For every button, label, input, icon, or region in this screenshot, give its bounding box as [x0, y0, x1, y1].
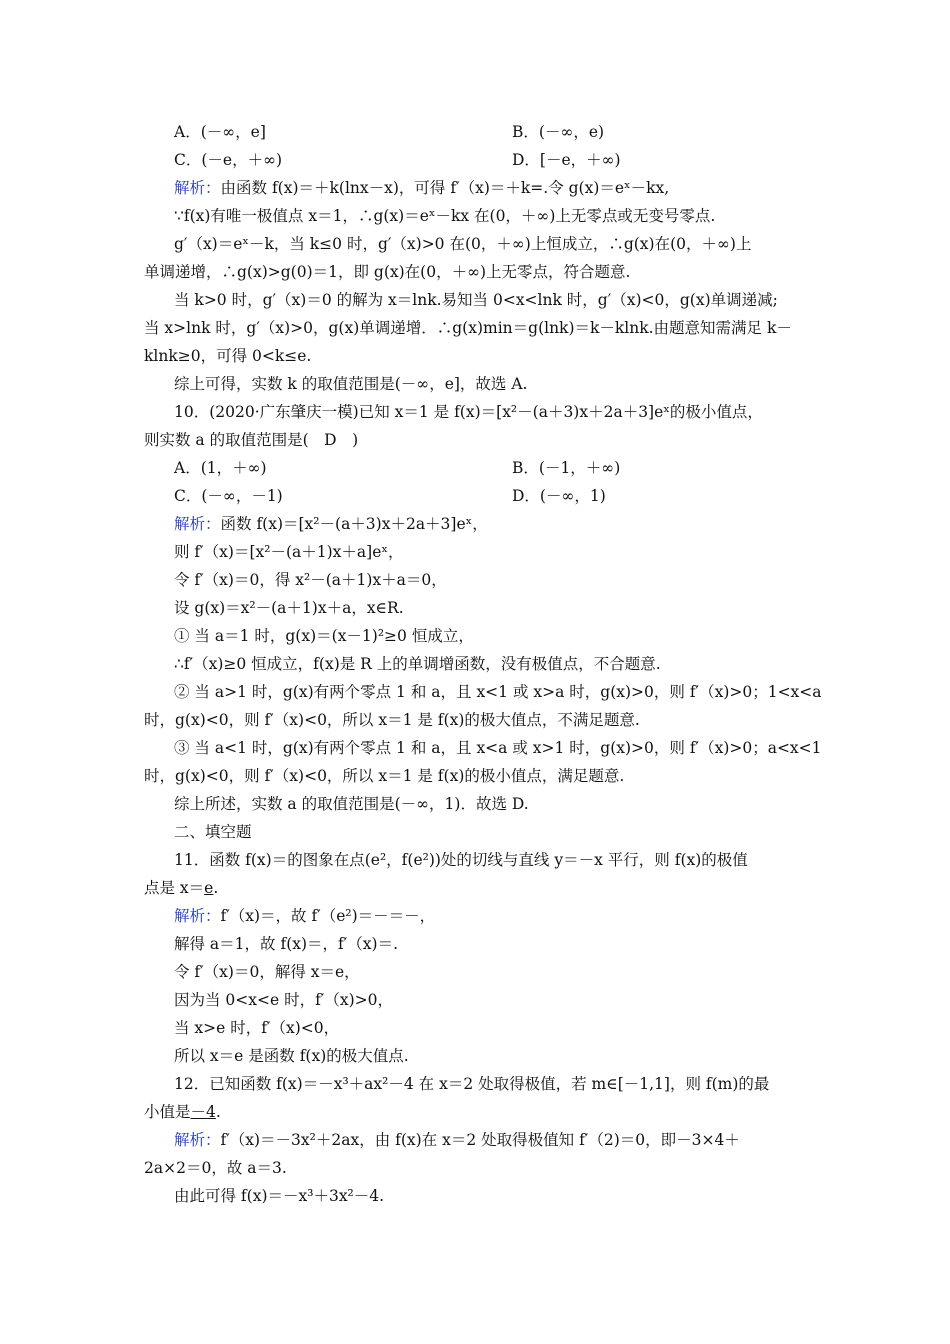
- text-line: ∵f(x)有唯一极值点 x＝1，∴g(x)＝eˣ－kx 在(0，＋∞)上无零点或无变号零点.: [174, 207, 716, 225]
- text-line: 解得 a＝1，故 f(x)＝，f′（x)＝.: [174, 935, 399, 953]
- question-12-answer: 小值是－4.: [144, 1103, 221, 1121]
- text-line: 当 x>e 时，f′（x)<0，: [174, 1019, 340, 1037]
- solution-line: 解析：由函数 f(x)＝＋k(lnx－x)，可得 f′（x)＝＋k=.令 g(x)＝eˣ－kx,: [174, 179, 670, 197]
- answer-blank: e: [204, 879, 214, 897]
- solution-line: 解析：f′（x)＝，故 f′（e²)＝－＝－，: [174, 907, 436, 925]
- answer-blank: －4: [190, 1103, 216, 1121]
- text-line: 所以 x＝e 是函数 f(x)的极大值点.: [174, 1047, 409, 1065]
- text-line: 因为当 0<x<e 时，f′（x)>0，: [174, 991, 393, 1009]
- text-line: 令 f′（x)＝0，解得 x＝e，: [174, 963, 360, 981]
- solution-label: 解析：: [174, 515, 221, 533]
- text-line: 设 g(x)＝x²－(a＋1)x＋a，x∈R.: [174, 599, 404, 617]
- solution-label: 解析：: [174, 179, 221, 197]
- section-heading: 二、填空题: [174, 823, 252, 841]
- text-line: g′（x)＝eˣ－k，当 k≤0 时，g′（x)>0 在(0，＋∞)上恒成立，∴g(x)在(0，＋∞)上: [174, 235, 752, 253]
- question-10-cont: 则实数 a 的取值范围是( D ): [144, 431, 359, 449]
- option-d: D．(－∞，1): [512, 487, 606, 505]
- option-a: A．(1，＋∞): [174, 459, 267, 477]
- text-line: ② 当 a>1 时，g(x)有两个零点 1 和 a，且 x<1 或 x>a 时，g(x)>0，则 f′（x)>0；1<x<a: [174, 683, 822, 701]
- text-line: ① 当 a＝1 时，g(x)＝(x－1)²≥0 恒成立，: [174, 627, 474, 645]
- text-line: 当 x>lnk 时，g′（x)>0，g(x)单调递增．∴g(x)min＝g(lnk)＝k－klnk.由题意知需满足 k－: [144, 319, 792, 337]
- text-line: 综上可得，实数 k 的取值范围是(－∞，e]，故选 A.: [174, 375, 528, 393]
- text-line: 时，g(x)<0，则 f′（x)<0，所以 x＝1 是 f(x)的极大值点，不满足题意.: [144, 711, 640, 729]
- text-line: ③ 当 a<1 时，g(x)有两个零点 1 和 a，且 x<a 或 x>1 时，g(x)>0，则 f′（x)>0；a<x<1: [174, 739, 822, 757]
- option-a: A．(－∞，e]: [174, 123, 266, 141]
- option-b: B．(－∞，e): [512, 123, 605, 141]
- text-line: 则 f′（x)＝[x²－(a＋1)x＋a]eˣ，: [174, 543, 404, 561]
- text-line: 2a×2＝0，故 a＝3.: [144, 1159, 287, 1177]
- option-b: B．(－1，＋∞): [512, 459, 621, 477]
- text-line: 由此可得 f(x)＝－x³＋3x²－4.: [174, 1187, 385, 1205]
- text-line: klnk≥0，可得 0<k≤e.: [144, 347, 312, 365]
- text-line: 时，g(x)<0，则 f′（x)<0，所以 x＝1 是 f(x)的极小值点，满足题意.: [144, 767, 625, 785]
- option-c: C．(－e，＋∞): [174, 151, 283, 169]
- solution-label: 解析：: [174, 907, 221, 925]
- solution-line: 解析：f′（x)＝－3x²＋2ax，由 f(x)在 x＝2 处取得极值知 f′（2)＝0，即－3×4＋: [174, 1131, 740, 1149]
- text-line: ∴f′（x)≥0 恒成立，f(x)是 R 上的单调增函数，没有极值点，不合题意.: [174, 655, 661, 673]
- text-line: 令 f′（x)＝0，得 x²－(a＋1)x＋a＝0，: [174, 571, 447, 589]
- option-d: D．[－e，＋∞): [512, 151, 621, 169]
- question-11-answer: 点是 x＝e.: [144, 879, 219, 897]
- option-c: C．(－∞，－1): [174, 487, 283, 505]
- solution-label: 解析：: [174, 1131, 221, 1149]
- question-12: 12．已知函数 f(x)＝－x³＋ax²－4 在 x＝2 处取得极值，若 m∈[－1,1]，则 f(m)的最: [174, 1075, 770, 1093]
- text-line: 单调递增，∴g(x)>g(0)＝1，即 g(x)在(0，＋∞)上无零点，符合题意.: [144, 263, 631, 281]
- question-11: 11．函数 f(x)＝的图象在点(e²，f(e²))处的切线与直线 y＝－x 平行，则 f(x)的极值: [174, 851, 748, 869]
- text-line: 当 k>0 时，g′（x)＝0 的解为 x＝lnk.易知当 0<x<lnk 时，g′（x)<0，g(x)单调递减;: [174, 291, 778, 309]
- text-line: 综上所述，实数 a 的取值范围是(－∞，1)．故选 D.: [174, 795, 529, 813]
- question-10: 10．(2020·广东肇庆一模)已知 x＝1 是 f(x)＝[x²－(a＋3)x＋2a＋3]eˣ的极小值点，: [174, 403, 763, 421]
- solution-line: 解析：函数 f(x)＝[x²－(a＋3)x＋2a＋3]eˣ，: [174, 515, 488, 533]
